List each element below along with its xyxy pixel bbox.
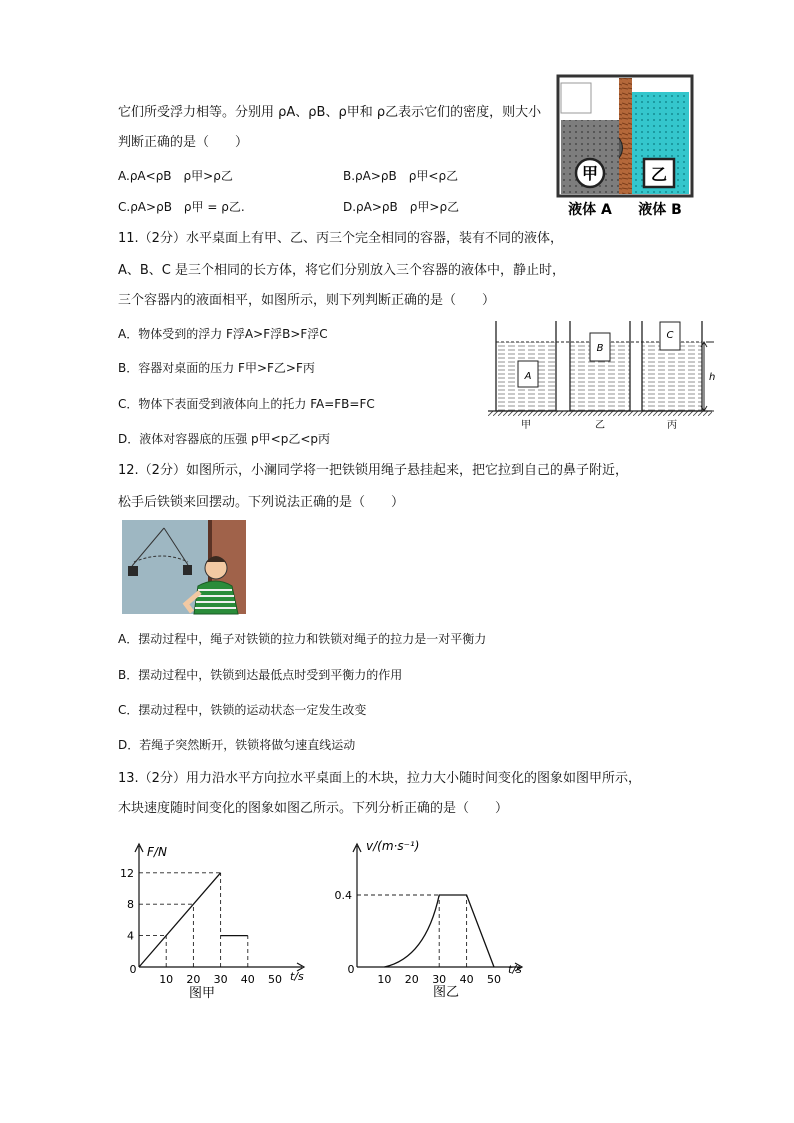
y-tick-label: 0.4 bbox=[334, 889, 352, 902]
y-tick-label: 12 bbox=[120, 866, 134, 880]
q12-stem-line2: 松手后铁锁来回摆动。下列说法正确的是（ ） bbox=[118, 495, 405, 510]
x-tick-label: 0 bbox=[129, 963, 137, 976]
chart-yi-title: 图乙 bbox=[432, 985, 460, 1000]
q10-option-a: A.ρA<ρB ρ甲>ρ乙 bbox=[118, 169, 233, 183]
chart-yi bbox=[336, 836, 536, 1006]
q10-option-b: B.ρA>ρB ρ甲<ρ乙 bbox=[343, 169, 459, 183]
x-tick-label: 50 bbox=[487, 973, 501, 986]
q11-option-c: C．物体下表面受到液体向上的托力 FA=FB=FC bbox=[118, 397, 375, 411]
x-tick-label: 50 bbox=[268, 973, 282, 986]
x-tick-label: 30 bbox=[213, 973, 228, 986]
q11-option-a: A．物体受到的浮力 F浮A>F浮B>F浮C bbox=[118, 327, 328, 341]
q13-stem-line1: 13.（2分）用力沿水平方向拉水平桌面上的木块，拉力大小随时间变化的图象如图甲所示， bbox=[118, 771, 641, 786]
liquid-bing bbox=[642, 342, 702, 411]
q10-figure bbox=[556, 70, 696, 218]
q12-option-a: A．摆动过程中，绳子对铁锁的拉力和铁锁对绳子的拉力是一对平衡力 bbox=[118, 632, 487, 646]
container-bing-label: 丙 bbox=[667, 420, 677, 431]
x-tick-label: 20 bbox=[404, 973, 419, 986]
block-yi-label: 乙 bbox=[650, 165, 668, 184]
chart-yi-guides bbox=[357, 895, 467, 967]
x-tick-label: 30 bbox=[432, 973, 447, 986]
block-b-label: B bbox=[596, 343, 604, 354]
liquid-a-label: 液体 A bbox=[568, 202, 612, 218]
container-yi-label: 乙 bbox=[595, 420, 605, 431]
q10-stem-line2: 判断正确的是（ ） bbox=[118, 135, 249, 150]
x-tick-label: 10 bbox=[377, 973, 392, 986]
q10-option-c: C.ρA>ρB ρ甲 = ρ乙. bbox=[118, 200, 245, 214]
boy-shirt bbox=[194, 581, 238, 614]
x-tick-label: 0 bbox=[347, 963, 355, 976]
liquid-b-label: 液体 B bbox=[638, 202, 682, 218]
block-c-label: C bbox=[666, 330, 674, 341]
chart-jia-ylabel: F/N bbox=[147, 845, 167, 859]
q10-option-d: D.ρA>ρB ρ甲>ρ乙 bbox=[343, 200, 460, 214]
chart-yi-ylabel: v/(m·s⁻¹) bbox=[366, 839, 420, 853]
q13-stem-line2: 木块速度随时间变化的图象如图乙所示。下列分析正确的是（ ） bbox=[118, 801, 509, 816]
q11-stem-line1: 11.（2分）水平桌面上有甲、乙、丙三个完全相同的容器，装有不同的液体， bbox=[118, 231, 563, 246]
q10-stem-line1: 它们所受浮力相等。分别用 ρA、ρB、ρ甲和 ρ乙表示它们的密度，则大小 bbox=[118, 105, 542, 120]
series-line-0 bbox=[139, 873, 221, 967]
chart-jia bbox=[120, 836, 320, 1006]
y-tick-label: 8 bbox=[127, 898, 134, 912]
lock-left bbox=[128, 566, 138, 576]
q11-option-d: D．液体对容器底的压强 p甲<p乙<p丙 bbox=[118, 432, 331, 446]
h-label: h bbox=[709, 372, 716, 383]
lock-right bbox=[183, 565, 192, 575]
y-tick-label: 4 bbox=[127, 929, 134, 943]
q12-option-b: B．摆动过程中，铁锁到达最低点时受到平衡力的作用 bbox=[118, 668, 403, 682]
chart-jia-xlabel: t/s bbox=[290, 970, 304, 983]
q11-option-b: B．容器对桌面的压力 F甲>F乙>F丙 bbox=[118, 361, 315, 375]
chart-jia-guides bbox=[139, 873, 248, 967]
q11-stem-line2: A、B、C 是三个相同的长方体，将它们分别放入三个容器的液体中，静止时， bbox=[118, 263, 566, 278]
q12-stem-line1: 12.（2分）如图所示，小澜同学将一把铁锁用绳子悬挂起来，把它拉到自己的鼻子附近， bbox=[118, 463, 628, 478]
x-tick-label: 40 bbox=[459, 973, 474, 986]
x-tick-label: 20 bbox=[186, 973, 201, 986]
block-a-label: A bbox=[524, 371, 532, 382]
chart-yi-xlabel: t/s bbox=[508, 963, 522, 976]
q12-option-d: D．若绳子突然断开，铁锁将做匀速直线运动 bbox=[118, 738, 356, 752]
q11-figure bbox=[488, 316, 716, 436]
x-tick-label: 40 bbox=[240, 973, 255, 986]
x-tick-label: 10 bbox=[159, 973, 174, 986]
container-jia-label: 甲 bbox=[521, 420, 531, 431]
q12-figure bbox=[122, 520, 246, 614]
q12-option-c: C．摆动过程中，铁锁的运动状态一定发生改变 bbox=[118, 703, 367, 717]
q11-stem-line3: 三个容器内的液面相平，如图所示，则下列判断正确的是（ ） bbox=[118, 293, 496, 308]
ball-jia-label: 甲 bbox=[581, 164, 599, 183]
chart-jia-title: 图甲 bbox=[188, 986, 216, 1001]
membrane-partition bbox=[619, 78, 632, 194]
